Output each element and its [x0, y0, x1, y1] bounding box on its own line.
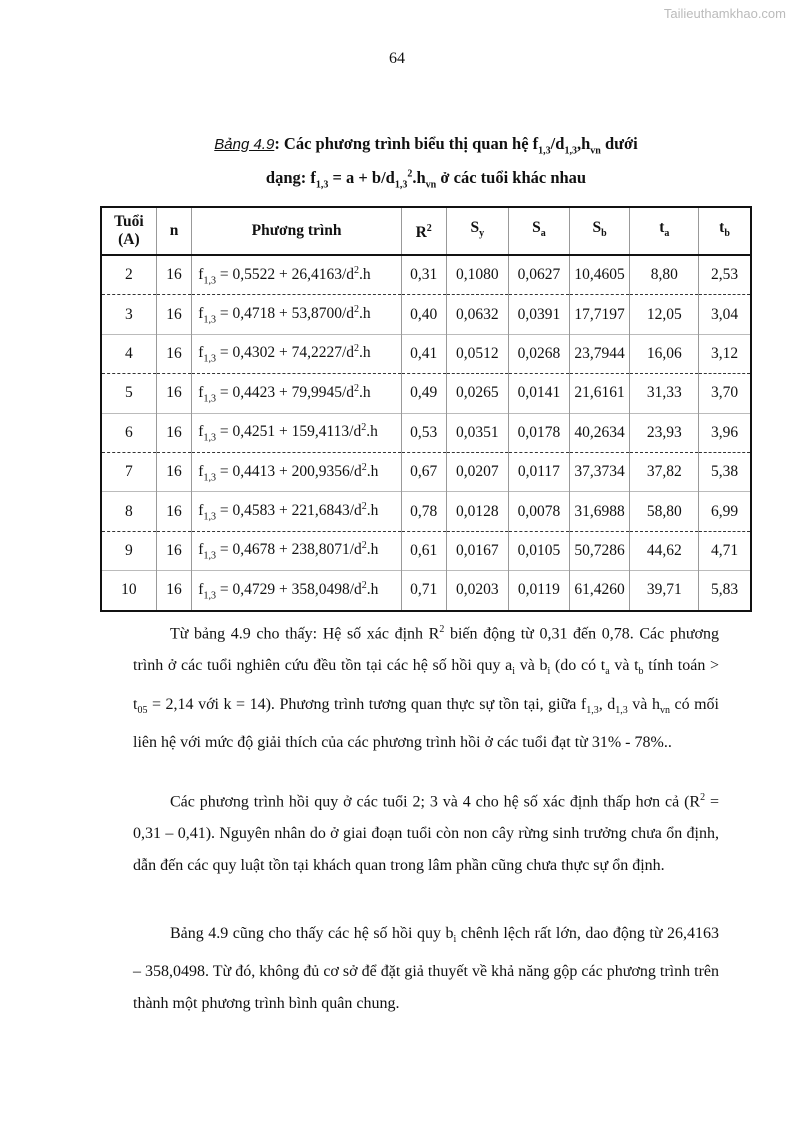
r2-value: 0,53 [410, 423, 438, 441]
cell-equation: $f_{1,3} = 0,4583 + 221,6843/d^2.h$ [192, 492, 402, 531]
age-value: 8 [125, 502, 133, 520]
cell-age [101, 295, 156, 334]
caption-text [274, 134, 638, 157]
text-segment: vn [659, 704, 670, 716]
age-value: 7 [125, 463, 133, 481]
table-row [101, 571, 751, 611]
ta-value: 16,06 [646, 344, 682, 362]
cell-sa [509, 571, 570, 611]
cell-sy [446, 374, 508, 413]
r2-value: 0,71 [410, 581, 438, 599]
ta-value: 23,93 [646, 423, 682, 441]
paragraph-1 [133, 614, 719, 759]
cell-tb [699, 413, 751, 452]
cell-ta [630, 531, 699, 570]
cell-r2 [401, 295, 446, 334]
cell-age [101, 452, 156, 491]
cell-sa [509, 295, 570, 334]
a-value: 0,4718 [232, 305, 276, 323]
sy-value: 0,0128 [456, 502, 499, 520]
cell-n [156, 571, 191, 611]
n-value: 16 [166, 541, 182, 559]
r2-value: 0,49 [410, 384, 438, 402]
sa-value: 0,0141 [517, 384, 561, 402]
sy-value: 0,0265 [456, 384, 499, 402]
cell-tb [699, 492, 751, 531]
sa-value: 0,0119 [517, 581, 560, 599]
r2-value: 0,67 [410, 463, 438, 481]
sa-value: 0,0105 [517, 541, 561, 559]
sb-value: 61,4260 [574, 581, 625, 599]
text-segment: : Các phương trình biểu thị quan hệ f [274, 134, 539, 153]
text-segment: Từ bảng 4.9 cho thấy: Hệ số xác định R [170, 625, 440, 643]
text-segment: Bảng 4.9 cũng cho thấy các hệ số hồi quy b [170, 925, 454, 942]
cell-r2 [401, 334, 446, 373]
n-value: 16 [166, 344, 182, 362]
b-value: 159,4113 [291, 423, 350, 441]
text-segment: S [532, 218, 541, 236]
text-segment: dưới [600, 134, 638, 153]
age-value: 4 [125, 344, 133, 362]
n-value: 16 [166, 463, 182, 481]
cell-tb [699, 452, 751, 491]
text-segment: ở các tuổi khác nhau [436, 168, 587, 187]
text-segment: 2 [700, 792, 706, 803]
a-value: 0,4583 [232, 502, 276, 520]
text-segment: vn [590, 145, 601, 157]
cell-sy [446, 334, 508, 373]
cell-equation: $f_{1,3} = 0,4729 + 358,0498/d^2.h$ [192, 571, 402, 611]
sa-value: 0,0078 [517, 502, 561, 520]
cell-sy [446, 295, 508, 334]
table-row [101, 452, 751, 491]
cell-sb [569, 295, 630, 334]
n-value: 16 [166, 384, 182, 402]
text-segment: a [664, 228, 670, 240]
column-header [699, 207, 751, 255]
cell-tb [699, 255, 751, 295]
ta-value: 12,05 [646, 305, 682, 323]
text-segment: t [719, 218, 725, 236]
cell-sy [446, 452, 508, 491]
cell-age [101, 255, 156, 295]
age-value: 6 [125, 423, 133, 441]
cell-ta [630, 374, 699, 413]
cell-sa [509, 374, 570, 413]
cell-sa [509, 334, 570, 373]
sy-value: 0,1080 [456, 266, 499, 284]
cell-r2 [401, 571, 446, 611]
column-header [101, 207, 156, 255]
n-value: 16 [166, 266, 182, 284]
cell-sa [509, 492, 570, 531]
column-header [156, 207, 191, 255]
text-segment: 1,3 [394, 179, 408, 191]
tb-value: 3,12 [710, 344, 739, 362]
a-value: 0,4302 [232, 344, 276, 362]
text-segment: = 0,31 – 0,41). Nguyên nhân do ở giai đoạn tuổi còn non cây rừng sinh trưởng chưa ổn định, dẫn đến các quy luật tồn tại khách quan trong lâm phần cũng chưa thực sự ổn định. [133, 793, 719, 875]
cell-n [156, 255, 191, 295]
cell-ta [630, 413, 699, 452]
text-segment: S [470, 218, 480, 236]
text-segment: ,h [576, 134, 591, 153]
table-row [101, 531, 751, 570]
cell-equation: $f_{1,3} = 0,4423 + 79,9945/d^2.h$ [192, 374, 402, 413]
ta-value: 31,33 [646, 384, 682, 402]
a-value: 0,4413 [232, 462, 276, 480]
sb-value: 21,6161 [574, 384, 625, 402]
sb-value: 10,4605 [574, 266, 625, 284]
cell-equation: $f_{1,3} = 0,4302 + 74,2227/d^2.h$ [192, 334, 402, 373]
cell-n [156, 295, 191, 334]
b-value: 53,8700 [291, 305, 342, 323]
text-segment: /d [550, 134, 565, 153]
cell-r2 [401, 492, 446, 531]
text-segment: b [638, 666, 644, 678]
text-segment: .h [412, 168, 426, 187]
cell-n [156, 492, 191, 531]
cell-n [156, 334, 191, 373]
paragraph-2 [133, 782, 719, 882]
cell-n [156, 413, 191, 452]
ta-value: 58,80 [646, 502, 682, 520]
text-segment: Phương trình [251, 222, 342, 239]
tb-value: 5,83 [710, 581, 739, 599]
cell-ta [630, 492, 699, 531]
sb-value: 17,7197 [574, 305, 625, 323]
sy-value: 0,0207 [456, 463, 499, 481]
n-value: 16 [166, 581, 182, 599]
sb-value: 37,3734 [574, 463, 625, 481]
text-segment: dạng: f [265, 168, 316, 187]
tb-value: 4,71 [710, 541, 739, 559]
sa-value: 0,0391 [517, 305, 561, 323]
b-value: 79,9945 [291, 383, 342, 401]
cell-equation: $f_{1,3} = 0,4413 + 200,9356/d^2.h$ [192, 452, 402, 491]
cell-sy [446, 531, 508, 570]
sb-value: 50,7286 [574, 541, 625, 559]
cell-age [101, 334, 156, 373]
regression-table [100, 206, 752, 612]
tb-value: 3,70 [710, 384, 739, 402]
sa-value: 0,0627 [517, 266, 561, 284]
text-segment: b [601, 228, 607, 240]
cell-ta [630, 452, 699, 491]
ta-value: 37,82 [646, 463, 682, 481]
text-segment: vn [425, 179, 437, 191]
text-segment: có mối liên hệ với mức độ giải thích của các phương trình hồi ở các tuổi đạt từ 31% - 78%.. [133, 695, 720, 751]
a-value: 0,5522 [232, 265, 276, 283]
r2-value: 0,40 [410, 305, 438, 323]
cell-age [101, 571, 156, 611]
age-value: 9 [125, 541, 133, 559]
cell-n [156, 452, 191, 491]
sa-value: 0,0178 [517, 423, 561, 441]
cell-age [101, 374, 156, 413]
table-row [101, 374, 751, 413]
tb-value: 3,96 [710, 423, 739, 441]
text-segment: Các phương trình hồi quy ở các tuổi 2; 3 và 4 cho hệ số xác định thấp hơn cả (R [170, 793, 701, 811]
sb-value: 23,7944 [574, 344, 625, 362]
text-segment: 1,3 [538, 145, 551, 157]
text-segment: và h [627, 695, 660, 713]
text-segment: R [415, 224, 427, 242]
cell-sa [509, 255, 570, 295]
age-value: 3 [125, 305, 133, 323]
table-row [101, 334, 751, 373]
cell-sy [446, 413, 508, 452]
text-segment: và t [609, 657, 639, 675]
cell-sy [446, 492, 508, 531]
column-header [569, 207, 630, 255]
column-header [630, 207, 699, 255]
text-segment: i [547, 666, 551, 678]
b-value: 221,6843 [291, 502, 350, 520]
table-label: Bảng 4.9 [214, 136, 275, 153]
text-segment: 2 [407, 168, 413, 180]
paragraph-3 [133, 918, 719, 1020]
cell-sb [569, 571, 630, 611]
sb-value: 40,2634 [574, 423, 625, 441]
table-row [101, 255, 751, 295]
cell-sb [569, 413, 630, 452]
n-value: 16 [166, 423, 182, 441]
b-value: 200,9356 [291, 462, 350, 480]
cell-sb [569, 255, 630, 295]
cell-ta [630, 255, 699, 295]
watermark: Tailieuthamkhao.com [663, 6, 786, 21]
ta-value: 39,71 [646, 581, 682, 599]
r2-value: 0,61 [410, 541, 438, 559]
b-value: 358,0498 [291, 580, 350, 598]
table-row [101, 413, 751, 452]
a-value: 0,4729 [232, 580, 276, 598]
sb-value: 31,6988 [574, 502, 625, 520]
cell-ta [630, 334, 699, 373]
text-segment: i [453, 934, 457, 946]
r2-value: 0,31 [410, 266, 438, 284]
age-value: 5 [125, 384, 133, 402]
cell-r2 [401, 452, 446, 491]
cell-n [156, 531, 191, 570]
cell-tb [699, 374, 751, 413]
cell-tb [699, 531, 751, 570]
b-value: 26,4163 [291, 265, 342, 283]
r2-value: 0,78 [410, 502, 438, 520]
sy-value: 0,0203 [456, 581, 499, 599]
page-number: 64 [389, 50, 405, 67]
cell-sb [569, 492, 630, 531]
b-value: 238,8071 [291, 541, 350, 559]
n-value: 16 [166, 502, 182, 520]
cell-sa [509, 413, 570, 452]
text-segment: 1,3 [315, 179, 329, 191]
text-segment: và b [515, 657, 548, 675]
cell-equation: $f_{1,3} = 0,5522 + 26,4163/d^2.h$ [192, 255, 402, 295]
cell-r2 [401, 374, 446, 413]
sy-value: 0,0167 [456, 541, 499, 559]
cell-equation: $f_{1,3} = 0,4251 + 159,4113/d^2.h$ [192, 413, 402, 452]
ta-value: 8,80 [650, 266, 678, 284]
cell-sa [509, 452, 570, 491]
text-segment: 1,3 [586, 704, 599, 716]
cell-tb [699, 295, 751, 334]
cell-sb [569, 374, 630, 413]
cell-sb [569, 452, 630, 491]
cell-age [101, 531, 156, 570]
table-caption-line-1 [100, 134, 752, 156]
a-value: 0,4423 [232, 383, 276, 401]
cell-tb [699, 571, 751, 611]
cell-sb [569, 334, 630, 373]
sa-value: 0,0268 [517, 344, 561, 362]
text-segment: tính toán > t [133, 657, 720, 713]
cell-ta [630, 295, 699, 334]
sy-value: 0,0351 [456, 423, 499, 441]
text-segment: b [724, 228, 730, 240]
table-caption-line-2 [100, 168, 752, 190]
text-segment: 05 [137, 704, 148, 716]
text-segment: n [169, 222, 179, 239]
text-segment: t [659, 218, 665, 236]
b-value: 74,2227 [291, 344, 342, 362]
cell-ta [630, 571, 699, 611]
cell-sy [446, 255, 508, 295]
cell-equation: $f_{1,3} = 0,4718 + 53,8700/d^2.h$ [192, 295, 402, 334]
tb-value: 3,04 [710, 305, 739, 323]
text-segment: chênh lệch rất lớn, dao động từ 26,4163 – 358,0498. Từ đó, không đủ cơ sở để đặt giả thuyết về khả năng gộp các phương trình trên thành một phương trình bình quân chung. [133, 925, 719, 1013]
age-value: 10 [121, 581, 137, 599]
text-segment: S [592, 218, 602, 236]
cell-n [156, 374, 191, 413]
column-header [192, 207, 402, 255]
a-value: 0,4251 [232, 423, 276, 441]
tb-value: 5,38 [710, 463, 739, 481]
cell-r2 [401, 531, 446, 570]
text-segment: (do có t [550, 657, 606, 675]
text-segment: a [605, 666, 610, 678]
text-segment: a [540, 228, 546, 240]
tb-value: 6,99 [710, 502, 739, 520]
cell-r2 [401, 413, 446, 452]
table-row [101, 295, 751, 334]
cell-age [101, 492, 156, 531]
table-header-row [101, 207, 751, 255]
text-segment: = 2,14 với k = 14). Phương trình tương quan thực sự tồn tại, giữa f [147, 695, 587, 713]
sy-value: 0,0512 [456, 344, 499, 362]
cell-sb [569, 531, 630, 570]
text-segment: 1,3 [615, 704, 628, 716]
text-segment: , d [598, 695, 616, 713]
cell-r2 [401, 255, 446, 295]
column-header [401, 207, 446, 255]
sa-value: 0,0117 [517, 463, 560, 481]
cell-equation: $f_{1,3} = 0,4678 + 238,8071/d^2.h$ [192, 531, 402, 570]
age-value: 2 [125, 266, 133, 284]
text-segment: y [479, 228, 485, 240]
text-segment: 2 [426, 222, 432, 234]
ta-value: 44,62 [646, 541, 682, 559]
n-value: 16 [166, 305, 182, 323]
tb-value: 2,53 [710, 266, 739, 284]
column-header [509, 207, 570, 255]
cell-sa [509, 531, 570, 570]
a-value: 0,4678 [232, 541, 276, 559]
cell-sy [446, 571, 508, 611]
text-segment: 1,3 [564, 145, 577, 157]
text-segment: biến động từ 0,31 đến 0,78. Các phương trình ở các tuổi nghiên cứu đều tồn tại các hệ số hồi quy a [133, 625, 719, 675]
column-header [446, 207, 508, 255]
text-segment: Tuổi (A) [114, 213, 144, 248]
text-segment: 2 [439, 624, 445, 635]
text-segment: = a + b/d [328, 168, 395, 187]
cell-age [101, 413, 156, 452]
cell-tb [699, 334, 751, 373]
r2-value: 0,41 [410, 344, 438, 362]
sy-value: 0,0632 [456, 305, 499, 323]
table-row [101, 492, 751, 531]
text-segment: i [512, 666, 516, 678]
